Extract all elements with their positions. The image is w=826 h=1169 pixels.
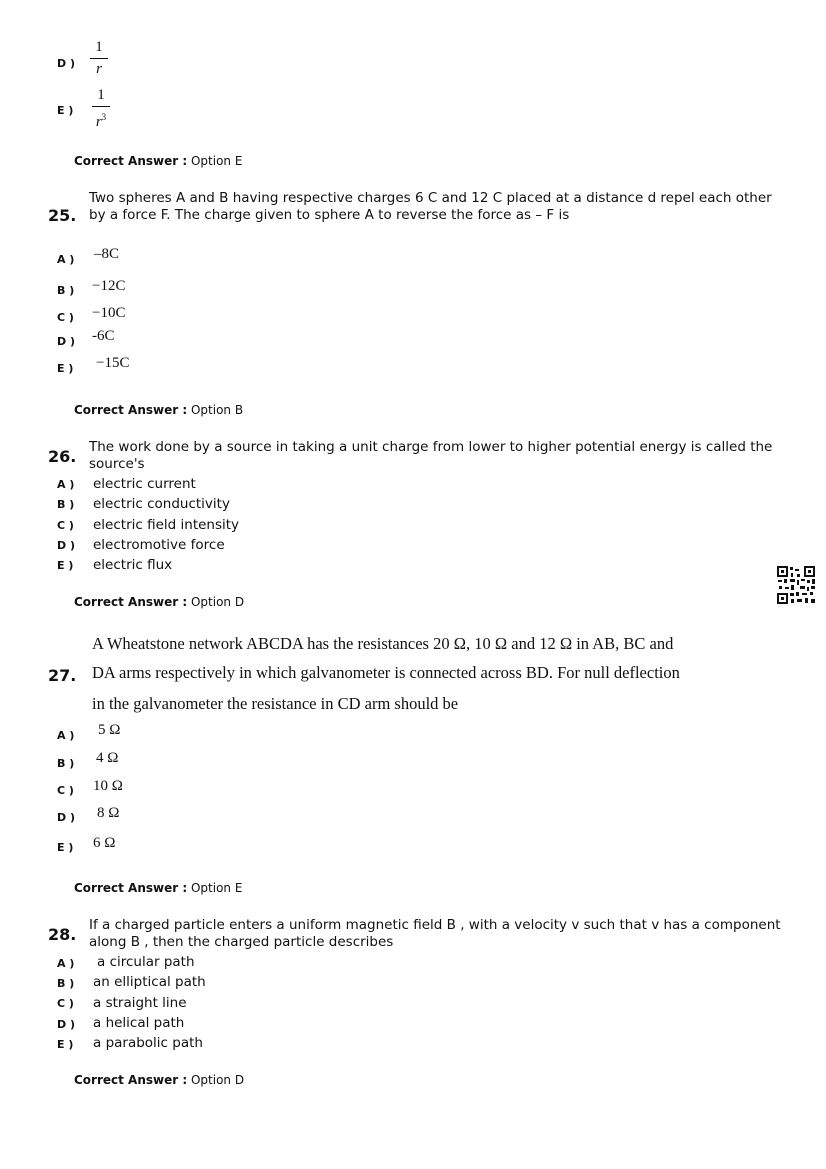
question-text-line: in the galvanometer the resistance in CD arm should be — [92, 694, 459, 713]
option-label: E ) — [57, 559, 74, 572]
option-text: 4 Ω — [96, 750, 119, 766]
question-number: 25. — [48, 206, 77, 225]
option-text: -6C — [92, 328, 115, 344]
fraction-denominator: r — [96, 61, 102, 77]
option-label: E ) — [57, 104, 74, 117]
option-label: D ) — [57, 811, 75, 824]
correct-answer — [74, 403, 243, 417]
option-text: electric flux — [93, 557, 173, 573]
option-text: an elliptical path — [93, 974, 206, 990]
correct-answer — [74, 881, 242, 895]
answer-prefix: Correct Answer : — [74, 154, 188, 168]
correct-answer — [74, 595, 244, 609]
option-text: electromotive force — [93, 537, 225, 553]
fraction-numerator: 1 — [97, 87, 105, 103]
option-text: 10 Ω — [93, 778, 123, 794]
answer-value: Option D — [190, 1073, 245, 1087]
question-text-line: by a force F. The charge given to sphere A to reverse the force as – F is — [89, 207, 570, 223]
option-label: C ) — [57, 784, 74, 797]
question-text-line: The work done by a source in taking a unit charge from lower to higher potential energy is called the — [89, 439, 773, 455]
answer-prefix: Correct Answer : — [74, 1073, 188, 1087]
question-text-line: DA arms respectively in which galvanometer is connected across BD. For null deflection — [92, 663, 680, 682]
correct-answer — [74, 154, 242, 168]
option-text: electric current — [93, 476, 196, 492]
answer-prefix: Correct Answer : — [74, 403, 188, 417]
option-text: a parabolic path — [93, 1035, 203, 1051]
fraction-numerator: 1 — [95, 39, 103, 55]
den-base: r — [95, 114, 102, 130]
answer-value: Option E — [190, 881, 243, 895]
answer-value: Option E — [190, 154, 243, 168]
option-label: C ) — [57, 519, 74, 532]
option-label: D ) — [57, 335, 75, 348]
answer-value: Option B — [190, 403, 244, 417]
fraction-bar — [92, 106, 110, 107]
option-text: –8C — [94, 246, 120, 262]
option-label: D ) — [57, 1018, 75, 1031]
answer-prefix: Correct Answer : — [74, 881, 188, 895]
den-exponent: 3 — [101, 112, 107, 122]
question-text-line: A Wheatstone network ABCDA has the resistances 20 Ω, 10 Ω and 12 Ω in AB, BC and — [92, 634, 674, 653]
option-label: A ) — [57, 478, 75, 491]
fraction-bar — [90, 58, 108, 59]
option-label: D ) — [57, 539, 75, 552]
option-label: E ) — [57, 1038, 74, 1051]
option-text: electric conductivity — [93, 496, 230, 512]
option-text: a straight line — [93, 995, 187, 1011]
question-number: 27. — [48, 666, 77, 685]
answer-value: Option D — [190, 595, 245, 609]
option-text: 5 Ω — [98, 722, 121, 738]
fraction-option-d — [90, 40, 108, 76]
correct-answer — [74, 1073, 244, 1087]
option-label: B ) — [57, 977, 75, 990]
option-label: E ) — [57, 841, 74, 854]
option-text: a helical path — [93, 1015, 185, 1031]
option-label: C ) — [57, 311, 74, 324]
qr-code-icon — [776, 565, 816, 605]
option-label: C ) — [57, 997, 74, 1010]
question-text-line: source's — [89, 456, 145, 472]
option-label: E ) — [57, 362, 74, 375]
option-text: −10C — [92, 305, 126, 321]
option-label: B ) — [57, 757, 75, 770]
option-text: electric field intensity — [93, 517, 240, 533]
option-text: a circular path — [97, 954, 195, 970]
option-text: −15C — [96, 355, 130, 371]
option-label: A ) — [57, 729, 75, 742]
fraction-option-e — [92, 88, 110, 129]
question-text-line: along B , then the charged particle describes — [89, 934, 394, 950]
option-text: −12C — [92, 278, 126, 294]
option-text: 8 Ω — [97, 805, 120, 821]
option-label: A ) — [57, 253, 75, 266]
option-text: 6 Ω — [93, 835, 116, 851]
answer-prefix: Correct Answer : — [74, 595, 188, 609]
option-label: D ) — [57, 57, 75, 70]
option-label: A ) — [57, 957, 75, 970]
fraction-denominator — [92, 110, 110, 129]
question-text-line: If a charged particle enters a uniform magnetic field B , with a velocity v such that v has a component — [89, 917, 781, 933]
question-text-line: Two spheres A and B having respective charges 6 C and 12 C placed at a distance d repel each other — [89, 190, 772, 206]
question-number: 26. — [48, 447, 77, 466]
option-label: B ) — [57, 498, 75, 511]
question-number: 28. — [48, 925, 77, 944]
option-label: B ) — [57, 284, 75, 297]
